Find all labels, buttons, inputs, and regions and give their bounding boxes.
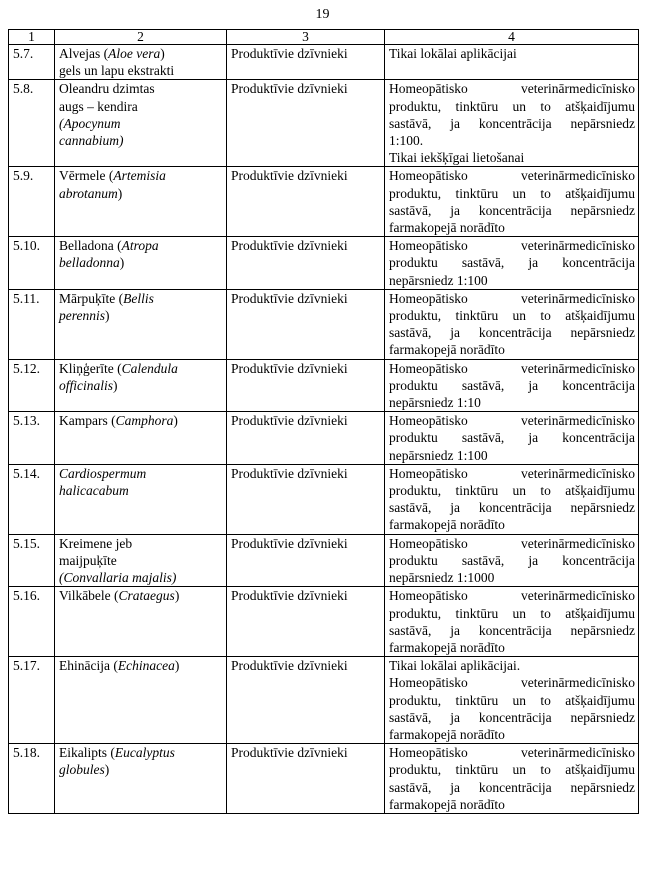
column-header-2: 2 <box>55 30 227 45</box>
usage-conditions: Homeopātisko veterinārmedicīnisko produktu sastāvā, ja koncentrācija nepārsniedz 1:10 <box>385 359 639 412</box>
substance-name: Belladona (Atropa belladonna) <box>55 237 227 290</box>
usage-conditions: Homeopātisko veterinārmedicīnisko produktu, tinktūru un to atšķaidījumu sastāvā, ja koncentrācija nepārsniedz farmakopejā norādīto <box>385 289 639 359</box>
substance-name: Kampars (Camphora) <box>55 412 227 465</box>
usage-conditions: Homeopātisko veterinārmedicīnisko produktu, tinktūru un to atšķaidījumu sastāvā, ja koncentrācija nepārsniedz 1:100. Tikai iekšķīgai lietošanai <box>385 80 639 167</box>
table-header-row <box>9 30 639 45</box>
usage-conditions: Homeopātisko veterinārmedicīnisko produktu, tinktūru un to atšķaidījumu sastāvā, ja koncentrācija nepārsniedz farmakopejā norādīto <box>385 464 639 534</box>
usage-conditions: Tikai lokālai aplikācijai <box>385 45 639 80</box>
table-row <box>9 534 639 587</box>
usage-conditions: Homeopātisko veterinārmedicīnisko produktu, tinktūru un to atšķaidījumu sastāvā, ja koncentrācija nepārsniedz farmakopejā norādīto <box>385 587 639 657</box>
animal-category: Produktīvie dzīvnieki <box>227 534 385 587</box>
row-number: 5.10. <box>9 237 55 290</box>
animal-category: Produktīvie dzīvnieki <box>227 80 385 167</box>
column-header-3: 3 <box>227 30 385 45</box>
animal-category: Produktīvie dzīvnieki <box>227 464 385 534</box>
usage-conditions: Tikai lokālai aplikācijai. Homeopātisko veterinārmedicīnisko produktu, tinktūru un to atšķaidījumu sastāvā, ja koncentrācija nepārsniedz farmakopejā norādīto <box>385 657 639 744</box>
substance-name: Mārpuķīte (Bellis perennis) <box>55 289 227 359</box>
row-number: 5.12. <box>9 359 55 412</box>
substances-table <box>8 29 639 814</box>
substance-name: Vērmele (Artemisia abrotanum) <box>55 167 227 237</box>
substance-name: Cardiospermum halicacabum <box>55 464 227 534</box>
row-number: 5.15. <box>9 534 55 587</box>
column-header-4: 4 <box>385 30 639 45</box>
table-row <box>9 744 639 814</box>
row-number: 5.9. <box>9 167 55 237</box>
animal-category: Produktīvie dzīvnieki <box>227 45 385 80</box>
table-row <box>9 289 639 359</box>
table-row <box>9 45 639 80</box>
substance-name: Vilkābele (Crataegus) <box>55 587 227 657</box>
substance-name: Kliņģerīte (Calendula officinalis) <box>55 359 227 412</box>
animal-category: Produktīvie dzīvnieki <box>227 167 385 237</box>
animal-category: Produktīvie dzīvnieki <box>227 237 385 290</box>
table-row <box>9 464 639 534</box>
row-number: 5.13. <box>9 412 55 465</box>
table-row <box>9 412 639 465</box>
usage-conditions: Homeopātisko veterinārmedicīnisko produktu sastāvā, ja koncentrācija nepārsniedz 1:100 <box>385 237 639 290</box>
usage-conditions: Homeopātisko veterinārmedicīnisko produktu, tinktūru un to atšķaidījumu sastāvā, ja koncentrācija nepārsniedz farmakopejā norādīto <box>385 167 639 237</box>
animal-category: Produktīvie dzīvnieki <box>227 744 385 814</box>
substance-name: Ehinācija (Echinacea) <box>55 657 227 744</box>
table-row <box>9 237 639 290</box>
substance-name: Oleandru dzimtas augs – kendira (Apocynum cannabium) <box>55 80 227 167</box>
substance-name: Eikalipts (Eucalyptus globules) <box>55 744 227 814</box>
table-row <box>9 587 639 657</box>
row-number: 5.18. <box>9 744 55 814</box>
animal-category: Produktīvie dzīvnieki <box>227 359 385 412</box>
animal-category: Produktīvie dzīvnieki <box>227 657 385 744</box>
usage-conditions: Homeopātisko veterinārmedicīnisko produktu sastāvā, ja koncentrācija nepārsniedz 1:100 <box>385 412 639 465</box>
row-number: 5.11. <box>9 289 55 359</box>
substance-name: Alvejas (Aloe vera) gels un lapu ekstrakti <box>55 45 227 80</box>
usage-conditions: Homeopātisko veterinārmedicīnisko produktu, tinktūru un to atšķaidījumu sastāvā, ja koncentrācija nepārsniedz farmakopejā norādīto <box>385 744 639 814</box>
page-number: 19 <box>315 7 330 22</box>
animal-category: Produktīvie dzīvnieki <box>227 587 385 657</box>
row-number: 5.8. <box>9 80 55 167</box>
table-row <box>9 657 639 744</box>
animal-category: Produktīvie dzīvnieki <box>227 289 385 359</box>
row-number: 5.16. <box>9 587 55 657</box>
table-row <box>9 359 639 412</box>
animal-category: Produktīvie dzīvnieki <box>227 412 385 465</box>
substance-name: Kreimene jeb maijpuķīte (Convallaria majalis) <box>55 534 227 587</box>
table-row <box>9 80 639 167</box>
table-row <box>9 167 639 237</box>
column-header-1: 1 <box>9 30 55 45</box>
row-number: 5.17. <box>9 657 55 744</box>
row-number: 5.14. <box>9 464 55 534</box>
usage-conditions: Homeopātisko veterinārmedicīnisko produktu sastāvā, ja koncentrācija nepārsniedz 1:1000 <box>385 534 639 587</box>
row-number: 5.7. <box>9 45 55 80</box>
